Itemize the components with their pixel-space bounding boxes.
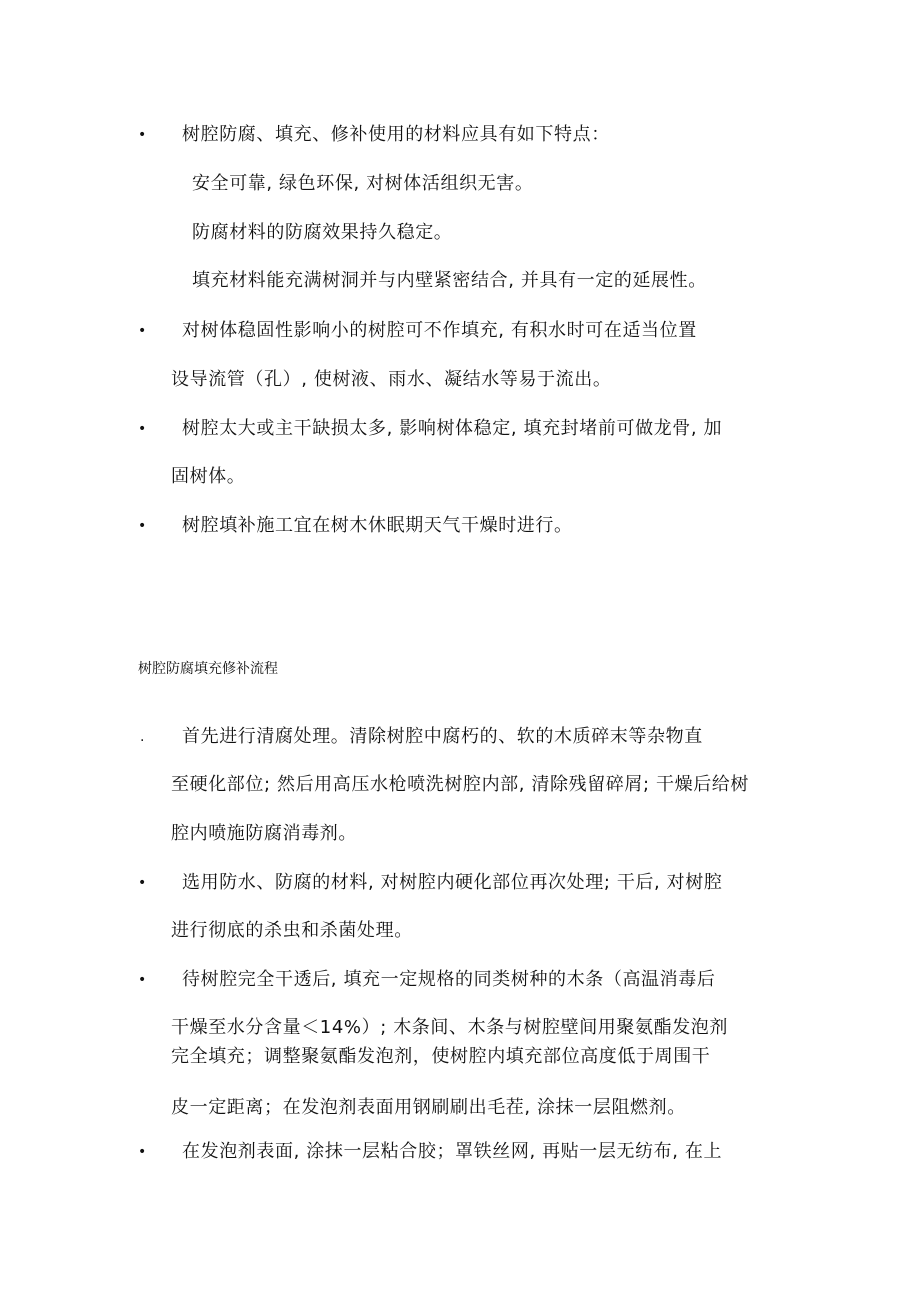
bullet-marker: • — [138, 421, 147, 437]
step1-line3: 腔内喷施防腐消毒剂。 — [171, 823, 357, 844]
step3-line2: 干燥至水分含量＜14%）; 木条间、木条与树腔壁间用聚氨酯发泡剂 — [171, 1017, 728, 1038]
bullet-marker: • — [138, 972, 147, 988]
feature-filling: 填充材料能充满树洞并与内壁紧密结合, 并具有一定的延展性。 — [192, 270, 707, 291]
feature-durability: 防腐材料的防腐效果持久稳定。 — [192, 222, 453, 243]
section-heading: 树腔防腐填充修补流程 — [138, 661, 278, 677]
step1-line1: 首先进行清腐处理。清除树腔中腐朽的、软的木质碎末等杂物直 — [182, 726, 703, 747]
item3-line2: 固树体。 — [171, 466, 246, 487]
step2-line1: 选用防水、防腐的材料, 对树腔内硬化部位再次处理; 干后, 对树腔 — [182, 872, 723, 893]
item2-line2: 设导流管（孔）, 使树液、雨水、凝结水等易于流出。 — [171, 369, 612, 390]
bullet-marker: . — [140, 729, 145, 745]
feature-safety: 安全可靠, 绿色环保, 对树体活组织无害。 — [192, 173, 534, 194]
bullet-marker: • — [138, 875, 147, 891]
bullet-marker: • — [138, 1144, 147, 1160]
step2-line2: 进行彻底的杀虫和杀菌处理。 — [171, 920, 413, 941]
materials-intro: 树腔防腐、填充、修补使用的材料应具有如下特点： — [182, 124, 610, 145]
step3-line1: 待树腔完全干透后, 填充一定规格的同类树种的木条（高温消毒后 — [182, 969, 716, 990]
item2-line1: 对树体稳固性影响小的树腔可不作填充, 有积水时可在适当位置 — [182, 320, 697, 341]
item4-text: 树腔填补施工宜在树木休眠期天气干燥时进行。 — [182, 515, 573, 536]
bullet-marker: • — [138, 518, 147, 534]
item3-line1: 树腔太大或主干缺损太多, 影响树体稳定, 填充封堵前可做龙骨, 加 — [182, 418, 723, 439]
step3-line3: 完全填充；调整聚氨酯发泡剂，使树腔内填充部位高度低于周围干 — [171, 1046, 711, 1067]
bullet-marker: • — [138, 323, 147, 339]
bullet-marker: • — [138, 127, 147, 143]
step1-line2: 至硬化部位; 然后用高压水枪喷洗树腔内部, 清除残留碎屑; 干燥后给树 — [171, 774, 750, 795]
step3-line4: 皮一定距离；在发泡剂表面用钢刷刷出毛茬, 涂抹一层阻燃剂。 — [171, 1097, 686, 1118]
step4-line1: 在发泡剂表面, 涂抹一层粘合胶；罩铁丝网, 再贴一层无纺布, 在上 — [182, 1141, 723, 1162]
